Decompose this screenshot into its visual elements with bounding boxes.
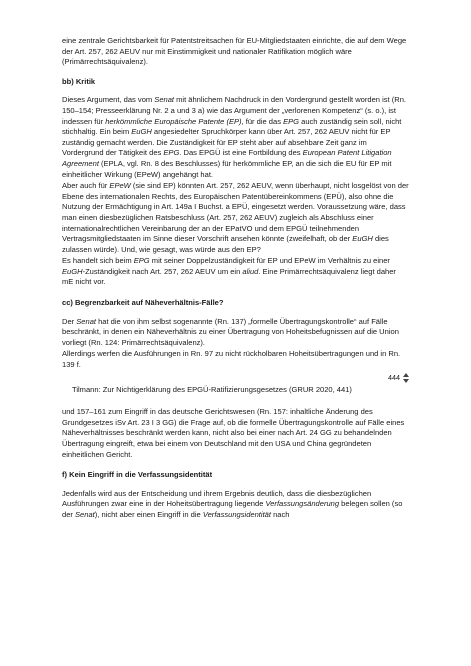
page-number-marker [388,373,409,384]
paragraph: Allerdings werfen die Ausführungen in Rn. 97 zu nicht rückholbaren Hoheitsübertragungen und in Rn. 139 f. [62,349,401,370]
section-heading-bb: bb) Kritik [62,76,96,86]
arrow-up-icon[interactable] [403,373,409,377]
paragraph: Der Senat hat die von ihm selbst sogenannte (Rn. 137) „formelle Übertragungskontrolle“ auf Fälle beschränkt, in denen ein Näheverhältnis zu einer Übertragung von Hoheitsbefugnissen auf die Union vorliegt (Rn. 124: Primärrechtsäquivalenz). [62,316,399,347]
arrow-down-icon[interactable] [403,379,409,383]
paragraph: und 157–161 zum Eingriff in das deutsche Gerichtswesen (Rn. 157: inhaltliche Änderung des Grundgesetzes iSv Art. 23 I 3 GG) die Frage auf, ob die formelle Übertragungskontrolle auf Fälle eines Näheverhältnisses beschränkt werden kann, nicht also bei einer nach Art. 24 GG zu behandelnden Übertragung eingreift, etwa bei einem von Deutschland mit den USA und China gegründeten einheitlichen Gericht. [62,407,405,459]
paragraph: Aber auch für EPeW (sie sind EP) könnten Art. 257, 262 AEUV, wenn überhaupt, nicht losgelöst von der Ebene des internationalen Rechts, des Europäischen Patentübereinkommens (EPÜ), also ohne die Nutzung der Ermächtigung in Art. 149a I Buchst. a EPÜ, eingesetzt werden. Voraussetzung wäre, dass man einen diesbezüglichen Ratsbeschluss (Art. 257, 262 AEUV) zugleich als Abschluss einer internationalrechtlichen Vereinbarung der an der EPatVO und dem EPGÜ teilnehmenden Vertragsmitgliedstaaten im Sinne dieser Vorschrift ansehen könnte (zweifelhaft, ob der EuGH dies zulassen würde). Und, wie gesagt, was würde aus den EP? [62,181,409,254]
section-heading-f: f) Kein Eingriff in die Verfassungsidentität [62,470,213,480]
page-number: 444 [388,372,400,382]
paragraph: Dieses Argument, das vom Senat mit ähnlichem Nachdruck in den Vordergrund gestellt worden ist (Rn. 150–154; Presseerklärung Nr. 2 a und 3 a) wie das Argument der „verlorenen Kompetenz“ (s. o.), ist indessen für herkömmliche Europäische Patente (EP), für die das EPG auch zuständig sein soll, nicht stichhaltig. Ein beim EuGH angesiedelter Spruchkörper kann über Art. 257, 262 AEUV nicht für EP zuständig gemacht werden. Die Zuständigkeit für EP steht aber auf absehbare Zeit ganz im Vordergrund der Tätigkeit des EPG. Das EPGÜ ist eine Fortbildung des European Patent Litigation Agreement (EPLA, vgl. Rn. 8 des Beschlusses) für herkömmliche EP, an die sich die EU für EP mit einheitlicher Wirkung (EPeW) angehängt hat. [62,95,406,179]
running-footer-citation: Tilmann: Zur Nichtigerklärung des EPGÜ-Ratifizierungsgesetzes (GRUR 2020, 441) [72,384,352,394]
paragraph: Es handelt sich beim EPG mit seiner Doppelzuständigkeit für EP und EPeW im Verhältnis zu einer EuGH-Zuständigkeit nach Art. 257, 262 AEUV um ein aliud. Eine Primärrechtsäquivalenz liegt daher mE nicht vor. [62,256,396,287]
section-heading-cc: cc) Begrenzbarkeit auf Näheverhältnis-Fälle? [62,298,224,308]
paragraph: Jedenfalls wird aus der Entscheidung und ihrem Ergebnis deutlich, dass die diesbezüglichen Ausführungen zwar eine in der Hoheitsübertragung liegende Verfassungsänderung belegen sollen (so der Senat), nicht aber einen Eingriff in die Verfassungsidentität nach [62,488,403,519]
page-break-footer [62,372,409,396]
paragraph: eine zentrale Gerichtsbarkeit für Patentstreitsachen für EU-Mitgliedstaaten einrichte, die auf dem Wege der Art. 257, 262 AEUV nur mit Einstimmigkeit und nationaler Ratifikation möglich wäre (Primärrechtsäquivalenz). [62,36,407,67]
page-nav-arrows[interactable] [403,373,409,383]
